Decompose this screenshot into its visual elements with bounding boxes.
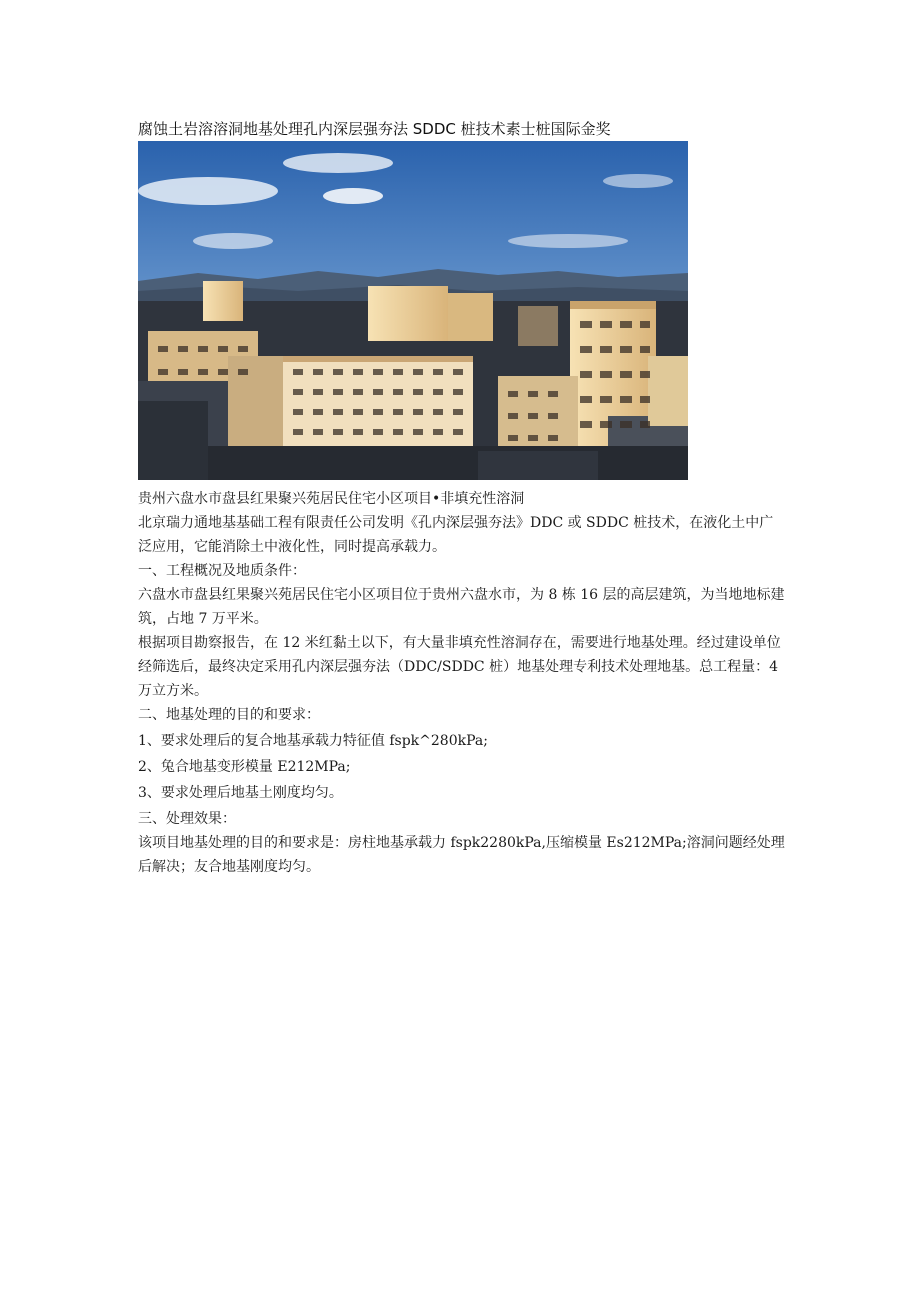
document-body xyxy=(138,487,786,879)
requirement-2: 2、兔合地基变形模量 E212MPa; xyxy=(138,759,351,775)
section-heading-3: 三、处理效果： xyxy=(138,811,236,827)
section-heading-2: 二、地基处理的目的和要求： xyxy=(138,707,320,723)
intro-paragraph: 北京瑞力通地基基础工程有限责任公司发明《孔内深层强夯法》DDC 或 SDDC 桩技术，在液化土中广泛应用，它能消除土中液化性，同时提高承载力。 xyxy=(138,515,774,555)
section-heading-1: 一、工程概况及地质条件： xyxy=(138,563,306,579)
project-overview-paragraph: 六盘水市盘县红果聚兴苑居民住宅小区项目位于贵州六盘水市，为 8 栋 16 层的高层建筑，为当地地标建筑，占地 7 万平米。 xyxy=(138,587,785,627)
photo-caption: 贵州六盘水市盘县红果聚兴苑居民住宅小区项目•非填充性溶洞 xyxy=(138,491,525,507)
results-paragraph: 该项目地基处理的目的和要求是：房柱地基承载力 fspk2280kPa,压缩模量 Es212MPa;溶洞问题经处理后解决；友合地基刚度均匀。 xyxy=(138,835,785,875)
requirement-3: 3、要求处理后地基土刚度均匀。 xyxy=(138,785,343,801)
document-title: 腐蚀土岩溶溶洞地基处理孔内深层强夯法 SDDC 桩技术素士桩国际金奖 xyxy=(138,120,611,138)
requirement-1: 1、要求处理后的复合地基承载力特征值 fspk^280kPa; xyxy=(138,733,488,749)
city-skyline-photo xyxy=(138,141,688,480)
survey-paragraph: 根据项目勘察报告，在 12 米红黏土以下，有大量非填充性溶洞存在，需要进行地基处理。经过建设单位经筛选后，最终决定采用孔内深层强夯法（DDC/SDDC 桩）地基处理专利技术处理地基。总工程量：4 万立方米。 xyxy=(138,635,781,699)
